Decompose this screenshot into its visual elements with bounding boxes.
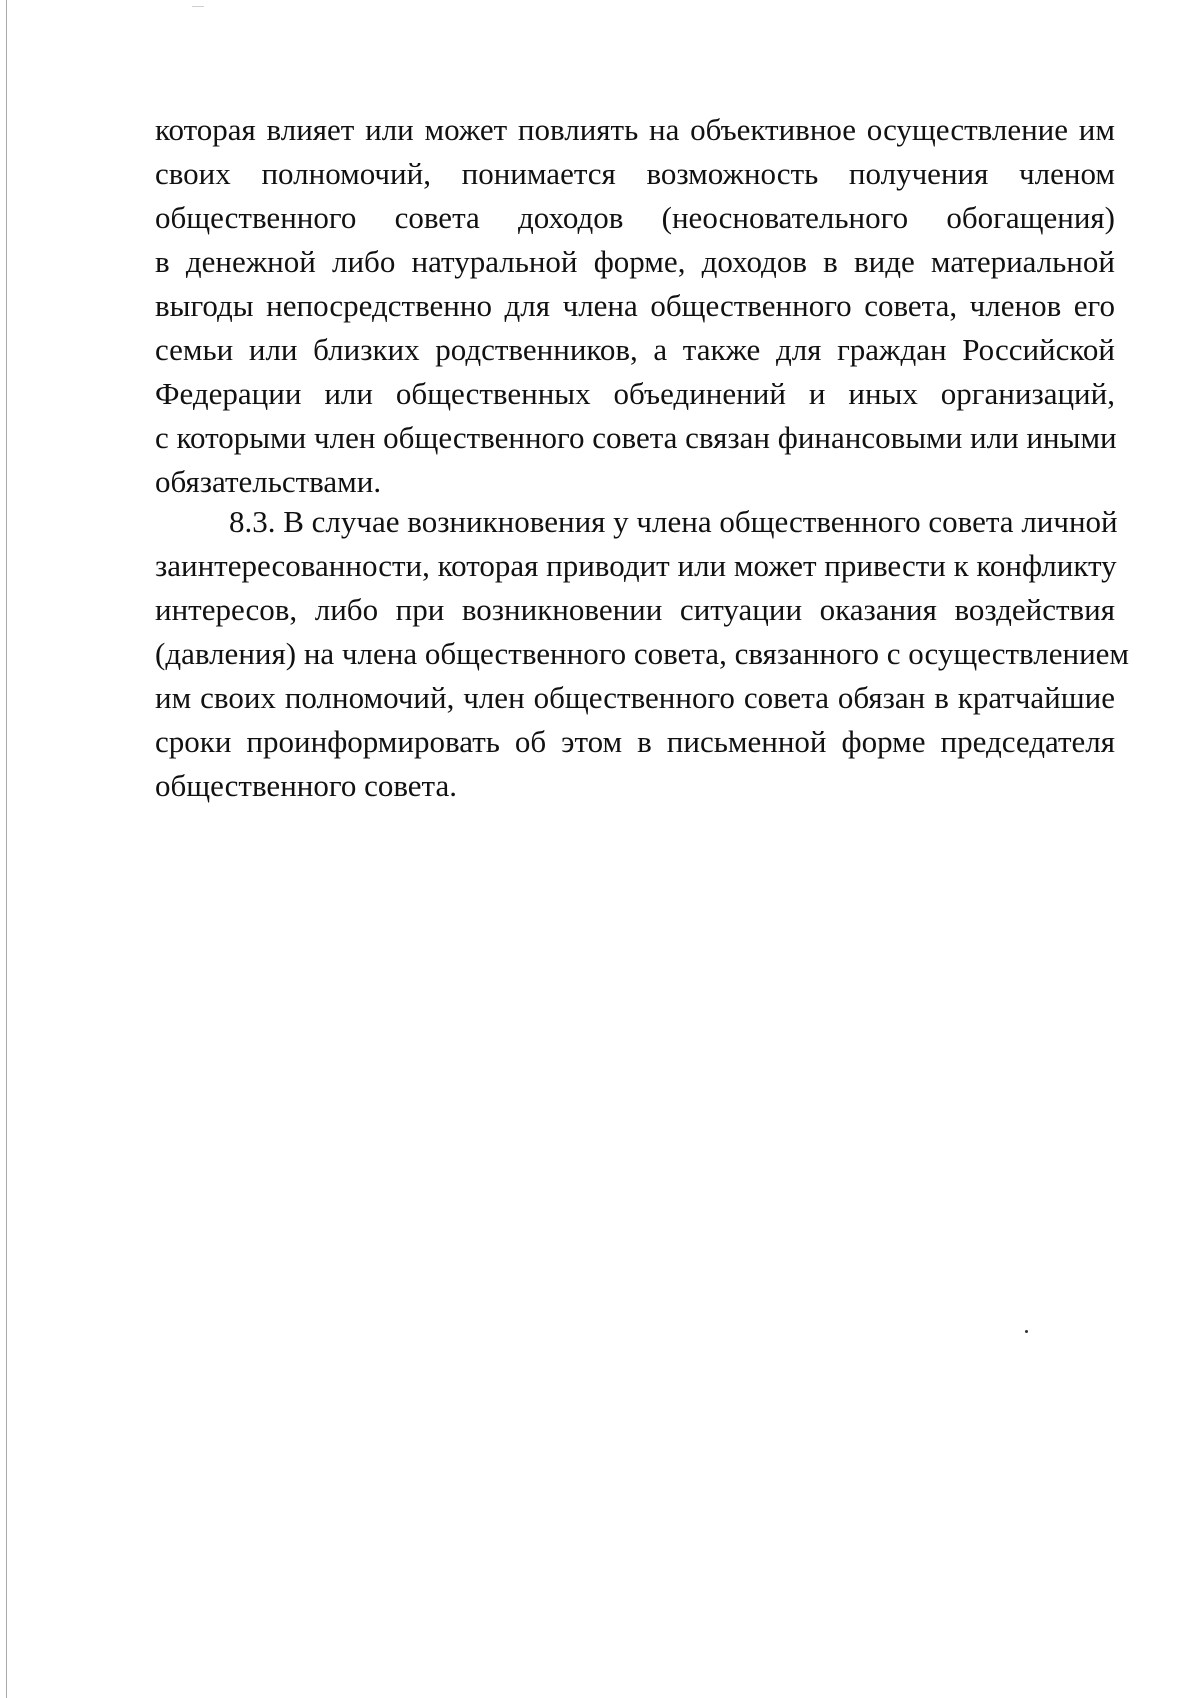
text-line: им своих полномочий, член общественного совета обязан в кратчайшие bbox=[155, 680, 1115, 715]
text-line: Федерации или общественных объединений и иных организаций, bbox=[155, 376, 1115, 411]
text-line: с которыми член общественного совета связан финансовыми или иными bbox=[155, 420, 1117, 455]
scan-top-mark bbox=[192, 6, 204, 7]
text-line: семьи или близких родственников, а также для граждан Российской bbox=[155, 332, 1115, 367]
paragraph-8-3 bbox=[155, 500, 1130, 808]
text-line: в денежной либо натуральной форме, доходов в виде материальной bbox=[155, 244, 1115, 279]
text-line: 8.3. В случае возникновения у члена общественного совета личной bbox=[229, 504, 1118, 539]
text-line: (давления) на члена общественного совета, связанного с осуществлением bbox=[155, 636, 1130, 671]
scan-left-edge bbox=[6, 0, 7, 1698]
text-line: своих полномочий, понимается возможность получения членом bbox=[155, 156, 1115, 191]
text-line: которая влияет или может повлиять на объективное осуществление им bbox=[155, 112, 1115, 147]
paragraph-continuation bbox=[155, 108, 1115, 504]
text-line: обязательствами. bbox=[155, 464, 382, 499]
scan-speck bbox=[1025, 1330, 1028, 1333]
text-line: общественного совета. bbox=[155, 768, 457, 803]
text-line: заинтересованности, которая приводит или может привести к конфликту bbox=[155, 548, 1117, 583]
text-line: общественного совета доходов (неосновательного обогащения) bbox=[155, 200, 1115, 235]
text-line: сроки проинформировать об этом в письменной форме председателя bbox=[155, 724, 1115, 759]
text-line: выгоды непосредственно для члена общественного совета, членов его bbox=[155, 288, 1115, 323]
text-line: интересов, либо при возникновении ситуации оказания воздействия bbox=[155, 592, 1115, 627]
